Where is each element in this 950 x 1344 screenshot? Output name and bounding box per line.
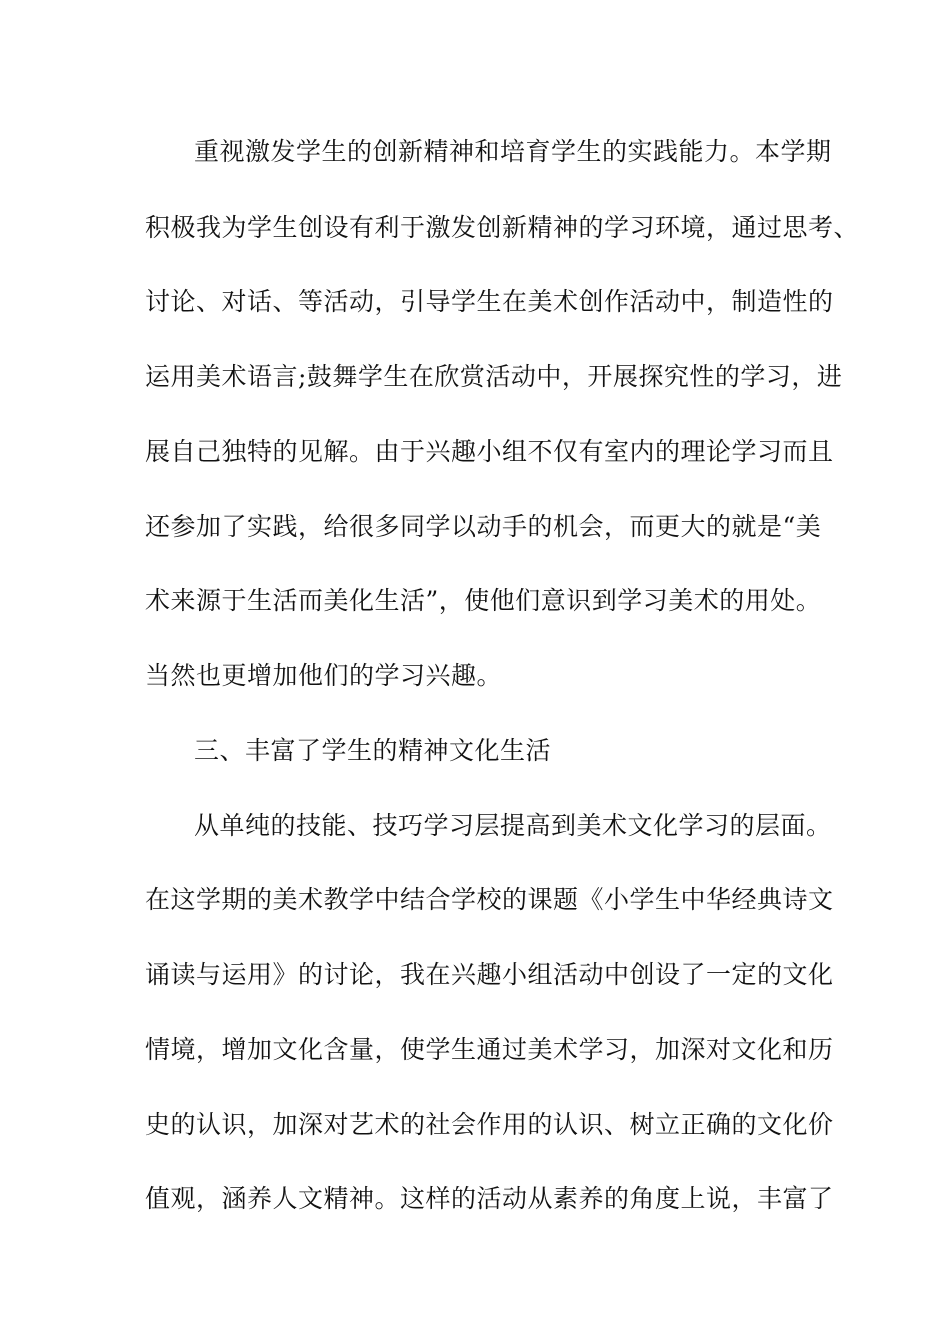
section-heading: 三、丰富了学生的精神文化生活: [194, 736, 552, 765]
paragraph-line: 从单纯的技能、技巧学习层提高到美术文化学习的层面。: [194, 811, 832, 840]
paragraph-line: 史的认识，加深对艺术的社会作用的认识、树立正确的文化价: [145, 1110, 834, 1139]
paragraph-line: 积极我为学生创设有利于激发创新精神的学习环境，通过思考、: [145, 213, 860, 242]
paragraph-line: 重视激发学生的创新精神和培育学生的实践能力。本学期: [194, 137, 832, 166]
paragraph-line: 在这学期的美术教学中结合学校的课题《小学生中华经典诗文: [145, 885, 834, 914]
paragraph-line: 运用美术语言;鼓舞学生在欣赏活动中，开展探究性的学习，进: [145, 362, 843, 391]
paragraph-line: 还参加了实践，给很多同学以动手的机会，而更大的就是“美: [145, 512, 822, 541]
paragraph-line: 展自己独特的见解。由于兴趣小组不仅有室内的理论学习而且: [145, 437, 834, 466]
paragraph-line: 值观，涵养人文精神。这样的活动从素养的角度上说，丰富了: [145, 1184, 834, 1213]
paragraph-line: 情境，增加文化含量，使学生通过美术学习，加深对文化和历: [145, 1035, 834, 1064]
paragraph-line: 术来源于生活而美化生活”，使他们意识到学习美术的用处。: [145, 586, 822, 615]
paragraph-line: 讨论、对话、等活动，引导学生在美术创作活动中，制造性的: [145, 287, 834, 316]
paragraph-line: 诵读与运用》的讨论，我在兴趣小组活动中创设了一定的文化: [145, 960, 834, 989]
paragraph-line: 当然也更增加他们的学习兴趣。: [145, 661, 503, 690]
